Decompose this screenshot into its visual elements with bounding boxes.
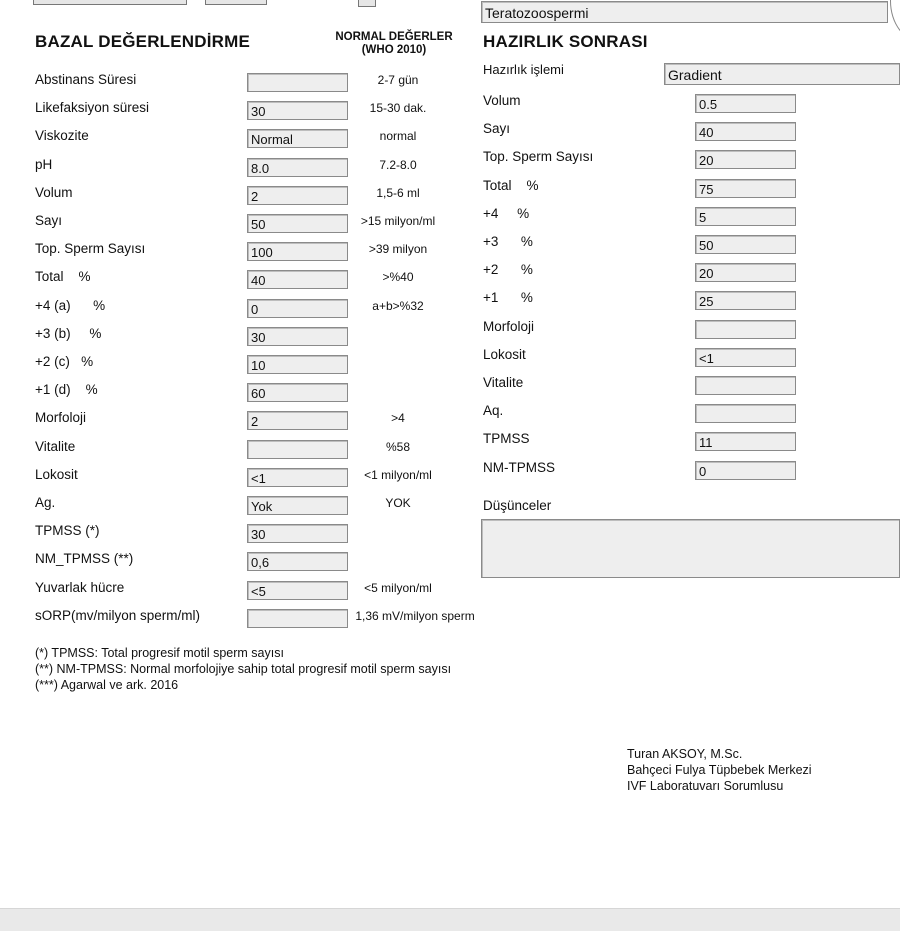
hazirlik-value-field[interactable]: 11 — [695, 432, 796, 451]
bazal-value-field[interactable]: Normal — [247, 129, 348, 148]
bazal-value-field[interactable] — [247, 440, 348, 459]
bazal-value-field[interactable]: 30 — [247, 524, 348, 543]
bazal-label: Ag. — [35, 495, 56, 510]
bazal-value-field[interactable]: 0,6 — [247, 552, 348, 571]
hazirlik-islemi-field[interactable]: Gradient — [664, 63, 900, 85]
dusunceler-label: Düşünceler — [483, 498, 552, 513]
bazal-value-field[interactable]: 40 — [247, 270, 348, 289]
hazirlik-islemi-label: Hazırlık işlemi — [483, 62, 564, 77]
bazal-heading: BAZAL DEĞERLENDİRME — [35, 32, 251, 51]
hazirlik-label: Morfoloji — [483, 318, 535, 334]
normal-value: >%40 — [382, 270, 414, 285]
normal-value: <1 milyon/ml — [364, 467, 432, 482]
bazal-label: TPMSS (*) — [35, 523, 100, 539]
dusunceler-field[interactable] — [481, 519, 900, 578]
bazal-value-field[interactable]: 8.0 — [247, 158, 348, 177]
normal-value: 15-30 dak. — [369, 101, 427, 116]
bazal-label: Top. Sperm Sayısı — [35, 241, 146, 257]
bazal-label: +3 (b) % — [35, 325, 102, 341]
hazirlik-label: +1 % — [483, 290, 533, 306]
hazirlik-value-field[interactable]: 20 — [695, 263, 796, 282]
bazal-value-field[interactable] — [247, 609, 348, 628]
bazal-label: Lokosit — [35, 466, 78, 482]
normal-value: >4 — [391, 411, 405, 426]
normal-value: 1,36 mV/milyon sperm — [355, 608, 475, 623]
hazirlik-value-field[interactable] — [695, 376, 796, 395]
bazal-value-field[interactable]: 50 — [247, 214, 348, 233]
bazal-value-field[interactable]: 30 — [247, 327, 348, 346]
bazal-label: Vitalite — [35, 438, 76, 454]
bazal-value-field[interactable]: 10 — [247, 355, 348, 374]
normal-value: 7.2-8.0 — [379, 157, 417, 172]
bazal-label: Volum — [35, 184, 73, 200]
corner-circle — [890, 0, 900, 42]
hazirlik-value-field[interactable]: 0 — [695, 461, 796, 480]
hazirlik-value-field[interactable]: 75 — [695, 179, 796, 198]
bazal-label: Yuvarlak hücre — [35, 579, 125, 595]
normal-value: >15 milyon/ml — [360, 214, 436, 228]
hazirlik-value-field[interactable]: 5 — [695, 207, 796, 226]
bazal-value-field[interactable] — [247, 73, 348, 92]
footnote-3: (***) Agarwal ve ark. 2016 — [35, 678, 179, 692]
hazirlik-label: TPMSS — [483, 431, 530, 447]
signature-name: Turan AKSOY, M.Sc. — [627, 747, 743, 761]
normal-value: >39 milyon — [368, 242, 428, 257]
bazal-label: Total % — [35, 269, 91, 285]
hazirlik-label: +2 % — [483, 262, 533, 278]
hazirlik-label: Volum — [483, 93, 521, 108]
normal-value: 1,5-6 ml — [376, 185, 420, 200]
bazal-label: Likefaksiyon süresi — [35, 100, 150, 116]
signature-institution: Bahçeci Fulya Tüpbebek Merkezi — [627, 763, 812, 777]
bazal-label: sORP(mv/milyon sperm/ml) — [35, 607, 201, 623]
hazirlik-value-field[interactable]: <1 — [695, 348, 796, 367]
normal-values-heading — [335, 31, 453, 57]
hazirlik-value-field[interactable]: 0.5 — [695, 94, 796, 113]
bazal-label: pH — [35, 156, 53, 172]
bazal-label: Abstinans Süresi — [35, 72, 137, 87]
footnote-2: (**) NM-TPMSS: Normal morfolojiye sahip total progresif motil sperm sayısı — [35, 662, 452, 676]
normal-value: YOK — [385, 496, 411, 510]
bazal-value-field[interactable]: 60 — [247, 383, 348, 402]
bazal-value-field[interactable]: Yok — [247, 496, 348, 515]
hazirlik-label: NM-TPMSS — [483, 459, 555, 475]
signature-title: IVF Laboratuvarı Sorumlusu — [627, 779, 784, 793]
bazal-value-field[interactable]: 0 — [247, 299, 348, 318]
bazal-label: Sayı — [35, 213, 63, 228]
normal-value: <5 milyon/ml — [364, 580, 432, 595]
hazirlik-value-field[interactable] — [695, 320, 796, 339]
hazirlik-label: Aq. — [483, 403, 504, 419]
hazirlik-label: Vitalite — [483, 375, 524, 390]
hazirlik-value-field[interactable]: 20 — [695, 150, 796, 169]
bazal-value-field[interactable]: 100 — [247, 242, 348, 261]
hazirlik-value-field[interactable]: 40 — [695, 122, 796, 141]
hazirlik-heading: HAZIRLIK SONRASI — [483, 32, 648, 51]
hazirlik-value-field[interactable]: 50 — [695, 235, 796, 254]
hazirlik-label: Lokosit — [483, 346, 526, 362]
hazirlik-label: Total % — [483, 177, 539, 193]
bazal-value-field[interactable]: 2 — [247, 186, 348, 205]
footnote-1: (*) TPMSS: Total progresif motil sperm sayısı — [35, 646, 284, 660]
bazal-value-field[interactable]: 30 — [247, 101, 348, 120]
bazal-value-field[interactable]: 2 — [247, 411, 348, 430]
page-bottom-strip — [0, 908, 900, 931]
normal-value: %58 — [385, 439, 411, 454]
top-field-fragment-1 — [33, 0, 187, 5]
bazal-label: +1 (d) % — [35, 382, 98, 398]
hazirlik-label: +4 % — [483, 205, 530, 221]
hazirlik-label: Top. Sperm Sayısı — [483, 149, 594, 165]
bazal-value-field[interactable]: <5 — [247, 581, 348, 600]
normal-value: normal — [379, 129, 417, 144]
normal-values-heading-line2: (WHO 2010) — [361, 44, 427, 56]
normal-value: a+b>%32 — [372, 298, 424, 313]
top-field-fragment-2 — [205, 0, 267, 5]
bazal-label: +4 (a) % — [35, 297, 106, 313]
hazirlik-label: +3 % — [483, 234, 533, 249]
bazal-value-field[interactable]: <1 — [247, 468, 348, 487]
top-checkbox-fragment — [358, 0, 376, 7]
teratozoospermi-field[interactable]: Teratozoospermi — [481, 1, 888, 23]
normal-value: 2-7 gün — [377, 73, 419, 87]
bazal-label: Viskozite — [35, 128, 89, 144]
bazal-label: NM_TPMSS (**) — [35, 551, 134, 567]
normal-values-heading-line1: NORMAL DEĞERLER — [335, 31, 453, 43]
hazirlik-value-field[interactable] — [695, 404, 796, 423]
bazal-label: +2 (c) % — [35, 354, 94, 369]
hazirlik-label: Sayı — [483, 121, 511, 137]
hazirlik-value-field[interactable]: 25 — [695, 291, 796, 310]
bazal-label: Morfoloji — [35, 410, 87, 426]
